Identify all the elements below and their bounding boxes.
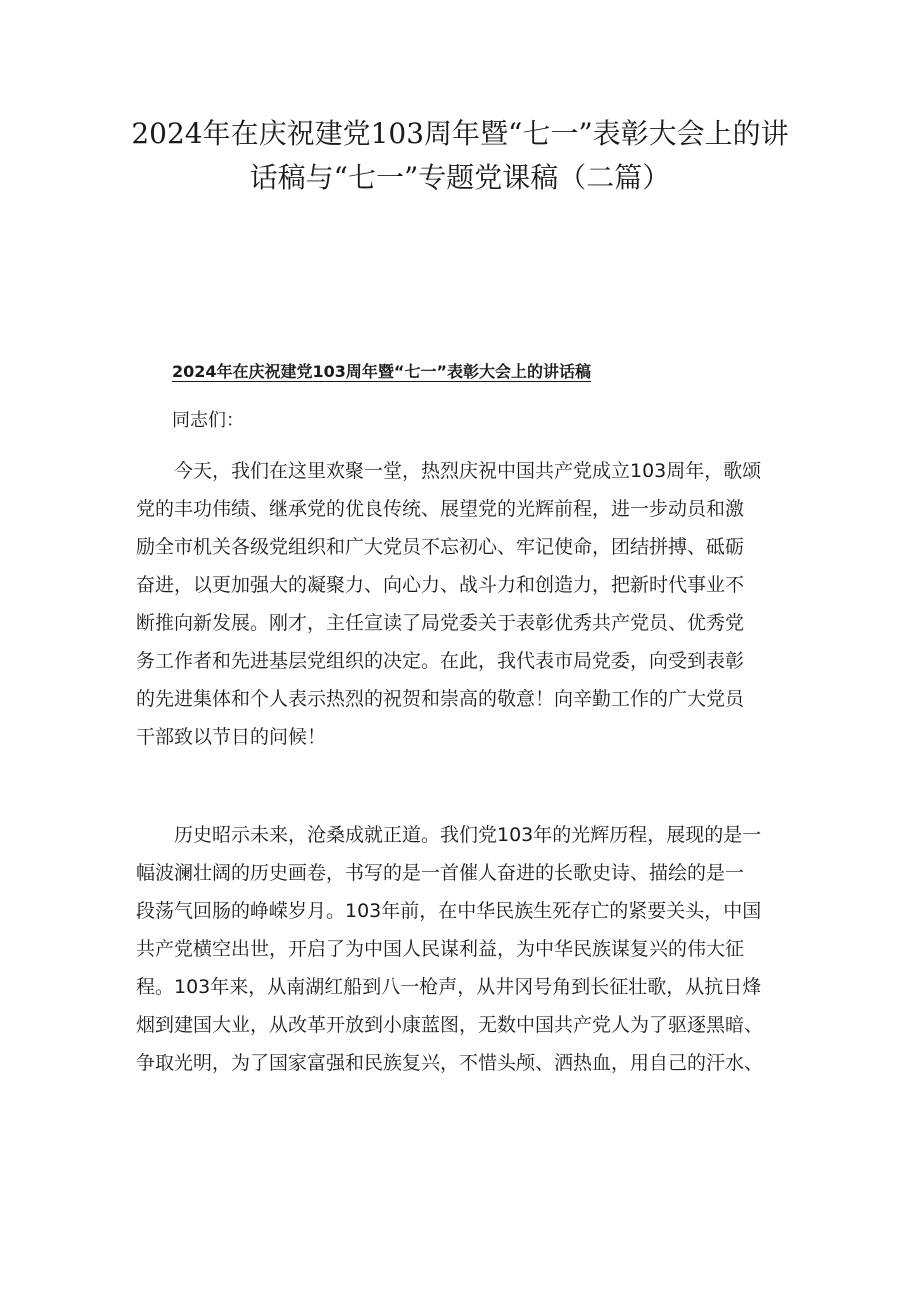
paragraph-line: 奋进，以更加强大的凝聚力、向心力、战斗力和创造力，把新时代事业不 <box>136 574 745 596</box>
paragraph-line: 历史昭示未来，沧桑成就正道。我们党103年的光辉历程，展现的是一 <box>174 824 762 846</box>
paragraph-line: 共产党横空出世，开启了为中国人民谋利益，为中华民族谋复兴的伟大征 <box>136 938 745 960</box>
paragraph-line: 断推向新发展。刚才，主任宣读了局党委关于表彰优秀共产党员、优秀党 <box>136 612 745 634</box>
paragraph-line: 段荡气回肠的峥嵘岁月。103年前，在中华民族生死存亡的紧要关头，中国 <box>136 900 762 922</box>
paragraph-line: 干部致以节日的问候！ <box>136 726 327 748</box>
paragraph-line: 务工作者和先进基层党组织的决定。在此，我代表市局党委，向受到表彰 <box>136 650 745 672</box>
paragraph-line: 党的丰功伟绩、继承党的优良传统、展望党的光辉前程，进一步动员和激 <box>136 498 745 520</box>
section-title: 2024年在庆祝建党103周年暨“七一”表彰大会上的讲话稿 <box>172 362 591 381</box>
paragraph-line: 励全市机关各级党组织和广大党员不忘初心、牢记使命，团结拼搏、砥砺 <box>136 536 745 558</box>
document-title <box>120 112 800 200</box>
paragraph-line: 今天，我们在这里欢聚一堂，热烈庆祝中国共产党成立103周年，歌颂 <box>174 460 762 482</box>
paragraph-2 <box>136 816 796 1082</box>
document-title-line-2: 话稿与“七一”专题党课稿（二篇） <box>249 161 671 194</box>
document-title-line-1: 2024年在庆祝建党103周年暨“七一”表彰大会上的讲 <box>131 117 789 150</box>
paragraph-line: 争取光明，为了国家富强和民族复兴，不惜头颅、洒热血，用自己的汗水、 <box>136 1052 764 1074</box>
paragraph-line: 烟到建国大业，从改革开放到小康蓝图，无数中国共产党人为了驱逐黑暗、 <box>136 1014 764 1036</box>
salutation: 同志们： <box>172 410 244 431</box>
paragraph-line: 程。103年来，从南湖红船到八一枪声，从井冈号角到长征壮歌，从抗日烽 <box>136 976 762 998</box>
paragraph-1 <box>136 452 796 756</box>
paragraph-line: 的先进集体和个人表示热烈的祝贺和崇高的敬意！向辛勤工作的广大党员 <box>136 688 745 710</box>
paragraph-line: 幅波澜壮阔的历史画卷，书写的是一首催人奋进的长歌史诗、描绘的是一 <box>136 862 745 884</box>
